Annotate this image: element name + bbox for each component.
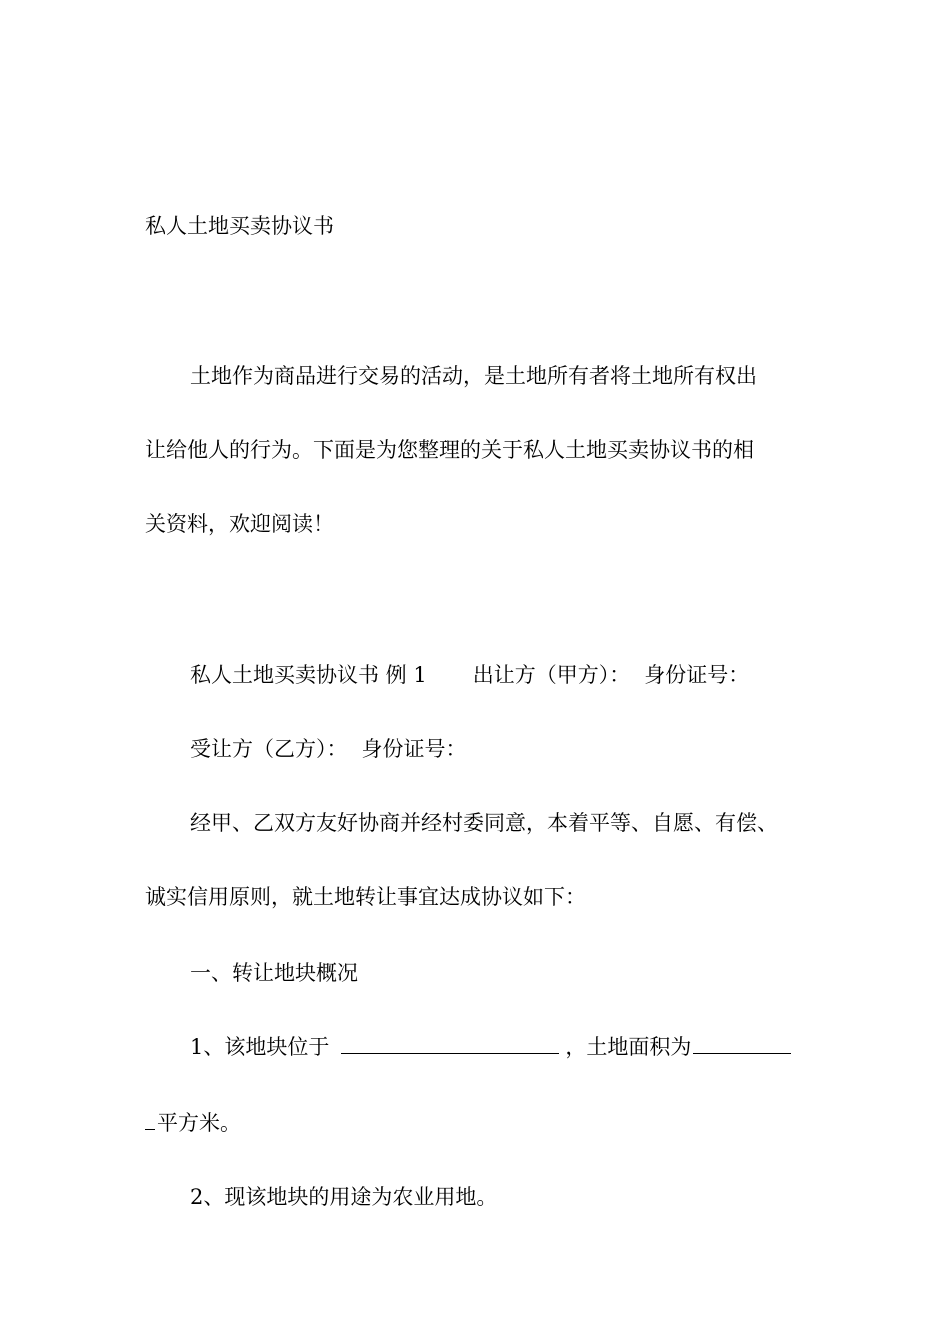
item-1-continuation	[145, 1109, 241, 1137]
item-2-line: 2、现该地块的用途为农业用地。	[190, 1185, 498, 1209]
transferee-id-label: 身份证号：	[361, 737, 467, 761]
document-title: 私人土地买卖协议书	[145, 214, 334, 238]
agreement-line-2: 诚实信用原则，就土地转让事宜达成协议如下：	[145, 885, 586, 909]
transferor-label: 出让方（甲方）：	[472, 663, 631, 687]
transferee-line	[190, 735, 467, 763]
example-heading-line	[190, 661, 749, 689]
example-heading: 私人土地买卖协议书 例 1	[190, 663, 427, 687]
item-1-middle: ，土地面积为	[565, 1035, 692, 1059]
item-1-suffix: 平方米。	[157, 1111, 241, 1135]
agreement-line-1: 经甲、乙双方友好协商并经村委同意，本着平等、自愿、有偿、	[190, 811, 778, 835]
area-blank	[693, 1033, 791, 1054]
transferee-label: 受让方（乙方）：	[190, 737, 348, 761]
area-blank-continuation	[145, 1109, 155, 1130]
location-blank	[341, 1033, 559, 1054]
intro-line-1: 土地作为商品进行交易的活动，是土地所有者将土地所有权出	[190, 364, 757, 388]
intro-line-3: 关资料，欢迎阅读！	[145, 512, 334, 536]
section-1-heading: 一、转让地块概况	[190, 961, 358, 985]
item-1-line	[190, 1033, 791, 1061]
intro-line-2: 让给他人的行为。下面是为您整理的关于私人土地买卖协议书的相	[145, 438, 754, 462]
item-1-prefix: 1、该地块位于	[190, 1035, 330, 1059]
transferor-id-label: 身份证号：	[644, 663, 750, 687]
